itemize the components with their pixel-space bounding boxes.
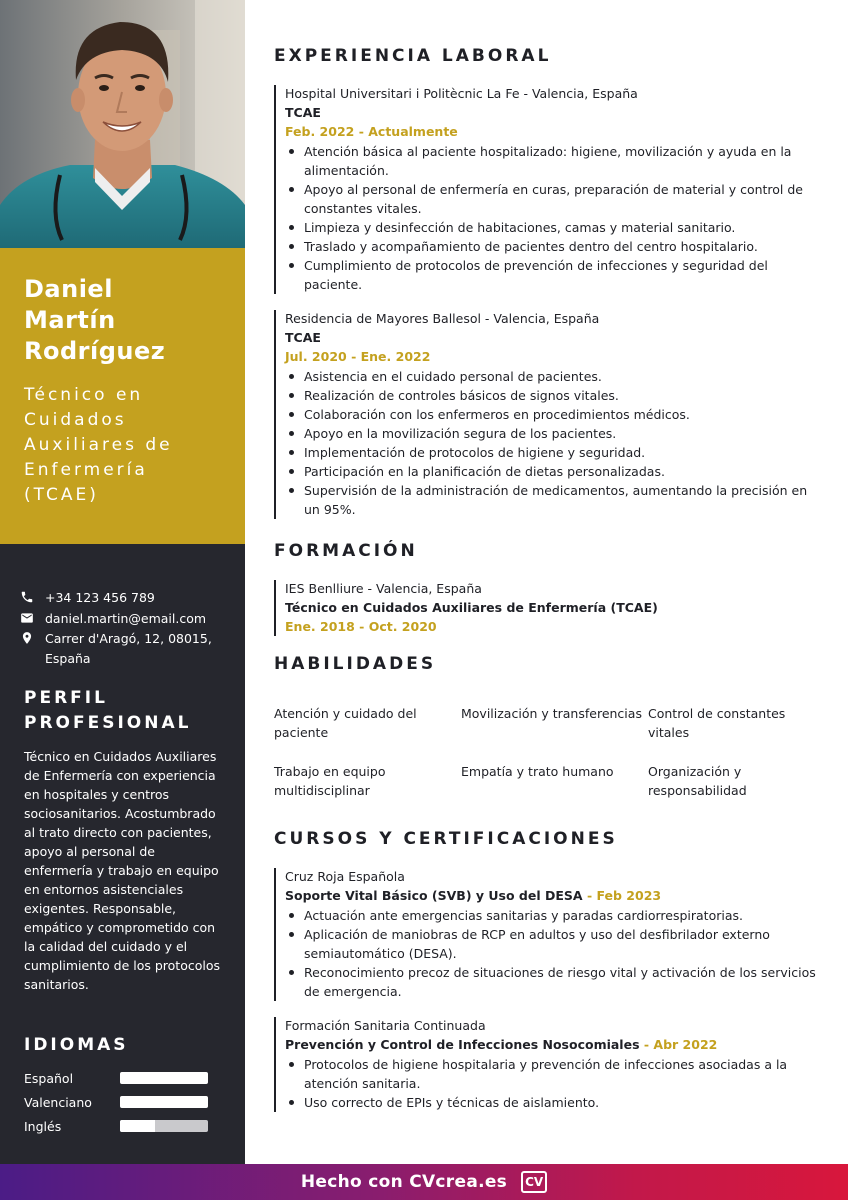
bullet-item: Colaboración con los enfermeros en procedimientos médicos. (285, 405, 822, 424)
language-row (24, 1069, 214, 1087)
job-title (24, 383, 221, 508)
course-title-text: Prevención y Control de Infecciones Nosocomiales (285, 1036, 640, 1052)
email-icon (20, 611, 34, 625)
contact-phone (20, 588, 235, 608)
habilidades-heading: HABILIDADES (274, 654, 437, 674)
language-level-bar (120, 1120, 208, 1132)
profile-photo (0, 0, 245, 248)
bullet-item: Cumplimiento de protocolos de prevención de infecciones y seguridad del paciente. (285, 256, 822, 294)
job-role: TCAE (285, 104, 321, 120)
skill-item: Empatía y trato humano (461, 764, 614, 779)
name-line: Rodríguez (24, 337, 166, 365)
bullet-item: Asistencia en el cuidado personal de pacientes. (285, 367, 822, 386)
course-title (285, 887, 822, 906)
contact-address (20, 629, 235, 668)
address-line: España (45, 650, 91, 666)
phone-text: +34 123 456 789 (45, 590, 155, 605)
course-provider: Formación Sanitaria Continuada (285, 1018, 486, 1033)
bullet-list (285, 142, 822, 294)
title-line: (TCAE) (24, 485, 99, 505)
bullet-item: Protocolos de higiene hospitalaria y prevención de infecciones asociadas a la atención sanitaria. (285, 1055, 822, 1093)
bullet-item: Atención básica al paciente hospitalizado: higiene, movilización y ayuda en la alimentación. (285, 142, 822, 180)
experience-entry (274, 85, 822, 294)
skill-item: Trabajo en equipo multidisciplinar (274, 764, 386, 798)
bullet-item: Implementación de protocolos de higiene y seguridad. (285, 443, 822, 462)
course-date: - Feb 2023 (582, 887, 662, 903)
skill-item: Organización y responsabilidad (648, 764, 747, 798)
bullet-list (285, 367, 822, 519)
perfil-text: Técnico en Cuidados Auxiliares de Enfermería con experiencia en hospitales y centros sociosanitarios. Acostumbrado al trato directo con pacientes, apoyo al personal de enfermería y trabajo en equipo en entornos asistenciales exigentes. Responsable, empático y comprometido con la calidad del cuidado y el cumplimiento de los protocolos sanitarios. (24, 749, 220, 992)
skill-item: Control de constantes vitales (648, 706, 786, 740)
formacion-heading: FORMACIÓN (274, 541, 418, 561)
title-line: Técnico en (24, 385, 144, 405)
bullet-item: Limpieza y desinfección de habitaciones, camas y material sanitario. (285, 218, 822, 237)
language-name: Inglés (24, 1118, 62, 1134)
language-name: Valenciano (24, 1094, 92, 1110)
bullet-item: Uso correcto de EPIs y técnicas de aislamiento. (285, 1093, 822, 1112)
course-title (285, 1036, 822, 1055)
bullet-item: Participación en la planificación de dietas personalizadas. (285, 462, 822, 481)
education-dates: Ene. 2018 - Oct. 2020 (285, 619, 437, 634)
job-dates: Feb. 2022 - Actualmente (285, 124, 458, 139)
education-entry (274, 580, 822, 636)
cvcrea-logo: CV (521, 1171, 547, 1193)
location-icon (20, 631, 34, 645)
bullet-list (285, 906, 822, 1001)
job-dates: Jul. 2020 - Ene. 2022 (285, 349, 431, 364)
title-line: Enfermería (24, 460, 148, 480)
bullet-item: Apoyo en la movilización segura de los pacientes. (285, 424, 822, 443)
language-level-bar (120, 1072, 208, 1084)
cursos-heading: CURSOS Y CERTIFICACIONES (274, 829, 618, 849)
heading-line: PROFESIONAL (24, 713, 192, 733)
skill-item: Atención y cuidado del paciente (274, 706, 417, 740)
employer: Hospital Universitari i Politècnic La Fe - Valencia, España (285, 86, 638, 101)
title-line: Auxiliares de (24, 435, 173, 455)
heading-line: PERFIL (24, 688, 108, 708)
experience-entry (274, 310, 822, 519)
course-date: - Abr 2022 (639, 1036, 718, 1052)
bullet-item: Aplicación de maniobras de RCP en adultos y uso del desfibrilador externo semiautomático (DESA). (285, 925, 822, 963)
degree: Técnico en Cuidados Auxiliares de Enfermería (TCAE) (285, 599, 658, 615)
language-name: Español (24, 1070, 74, 1086)
name-line: Martín (24, 306, 116, 334)
footer-text[interactable]: Hecho con CVcrea.es (300, 1172, 508, 1192)
footer-banner[interactable] (0, 1164, 848, 1200)
name-box (0, 248, 245, 544)
course-title-text: Soporte Vital Básico (SVB) y Uso del DESA (285, 887, 583, 903)
sidebar (0, 0, 245, 1164)
name-line: Daniel (24, 275, 113, 303)
contact-email (20, 609, 235, 629)
course-entry (274, 868, 822, 1001)
skill-item: Movilización y transferencias (461, 706, 642, 721)
language-row (24, 1093, 214, 1111)
course-entry (274, 1017, 822, 1112)
job-role: TCAE (285, 329, 321, 345)
language-level-bar (120, 1096, 208, 1108)
bullet-item: Traslado y acompañamiento de pacientes dentro del centro hospitalario. (285, 237, 822, 256)
bullet-item: Realización de controles básicos de signos vitales. (285, 386, 822, 405)
phone-icon (20, 590, 34, 604)
full-name (24, 274, 221, 367)
perfil-heading (24, 686, 224, 736)
experiencia-heading: EXPERIENCIA LABORAL (274, 46, 552, 66)
bullet-item: Supervisión de la administración de medicamentos, aumentando la precisión en un 95%. (285, 481, 822, 519)
address-text (45, 629, 212, 668)
skills-grid (274, 704, 822, 800)
title-line: Cuidados (24, 410, 127, 430)
language-row (24, 1117, 214, 1135)
employer: Residencia de Mayores Ballesol - Valencia, España (285, 311, 600, 326)
course-provider: Cruz Roja Española (285, 869, 405, 884)
address-line: Carrer d'Aragó, 12, 08015, (45, 631, 212, 646)
bullet-item: Actuación ante emergencias sanitarias y paradas cardiorrespiratorias. (285, 906, 822, 925)
bullet-item: Reconocimiento precoz de situaciones de riesgo vital y activación de los servicios de emergencia. (285, 963, 822, 1001)
email-text: daniel.martin@email.com (45, 610, 207, 626)
idiomas-heading: IDIOMAS (24, 1035, 129, 1055)
bullet-item: Apoyo al personal de enfermería en curas, preparación de material y control de constantes vitales. (285, 180, 822, 218)
contact-list (20, 588, 235, 669)
bullet-list (285, 1055, 822, 1112)
school: IES Benlliure - Valencia, España (285, 581, 482, 596)
